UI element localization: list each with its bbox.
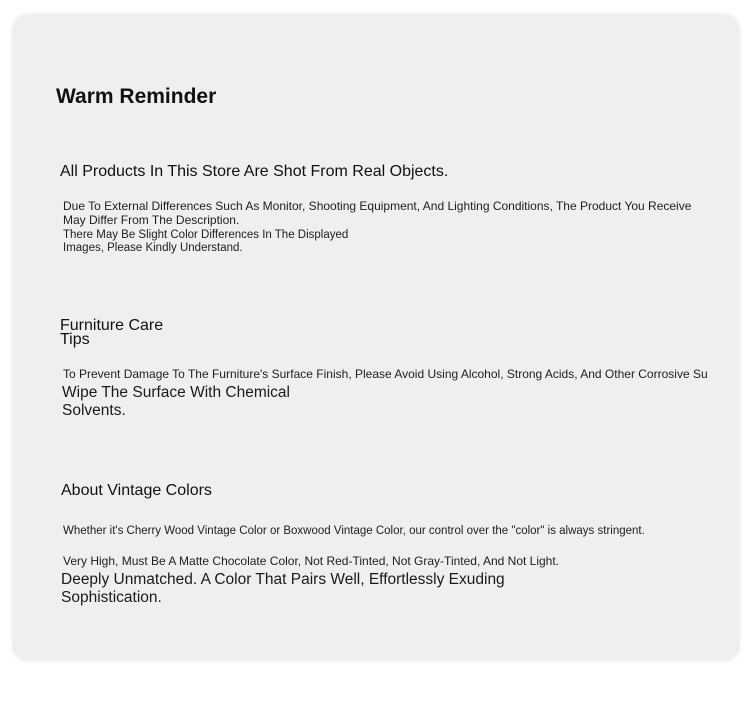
vintage-heading: About Vintage Colors: [61, 482, 212, 499]
care-text-line-3: Solvents.: [62, 402, 126, 419]
reminder-text-line-2: May Differ From The Description.: [63, 213, 240, 227]
care-heading-line-1: Furniture Care: [60, 317, 164, 334]
vintage-text-line-3: Deeply Unmatched. A Color That Pairs Well, Effortlessly Exuding: [61, 571, 505, 588]
reminder-text-line-3: There May Be Slight Color Differences In The Displayed: [63, 229, 349, 241]
reminder-text-line-1: Due To External Differences Such As Monitor, Shooting Equipment, And Lighting Conditions, The Product You Receive: [63, 199, 692, 213]
reminder-text-line-4: Images, Please Kindly Understand.: [63, 242, 243, 254]
vintage-text-line-1: Whether it's Cherry Wood Vintage Color or Boxwood Vintage Color, our control over the "color" is always stringent.: [63, 525, 645, 537]
page-title: Warm Reminder: [56, 85, 217, 108]
reminder-card: [12, 14, 740, 661]
care-text-line-2: Wipe The Surface With Chemical: [62, 384, 290, 401]
care-text-line-1: To Prevent Damage To The Furniture's Surface Finish, Please Avoid Using Alcohol, Strong Acids, And Other Corrosive Su: [63, 367, 708, 381]
reminder-heading: All Products In This Store Are Shot From Real Objects.: [60, 163, 449, 180]
vintage-text-line-4: Sophistication.: [61, 589, 162, 606]
care-heading-line-2: Tips: [60, 331, 90, 348]
vintage-text-line-2: Very High, Must Be A Matte Chocolate Color, Not Red-Tinted, Not Gray-Tinted, And Not Light.: [63, 554, 560, 568]
